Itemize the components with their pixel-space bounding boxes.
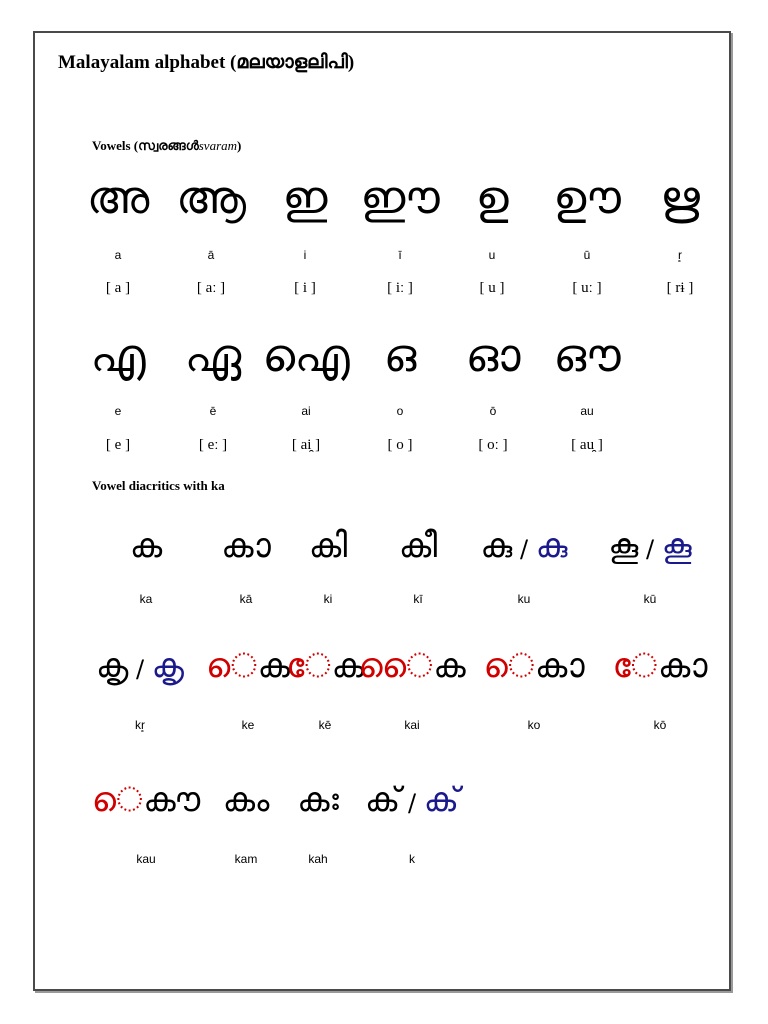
diacritic-romanization: ke — [241, 718, 255, 732]
vowel-ipa: [ e ] — [105, 437, 131, 453]
vowel-romanization: e — [114, 404, 122, 418]
diacritic-romanization: kr̥ — [135, 718, 145, 732]
diacritic-combination — [608, 526, 691, 569]
vowel-glyph: ഇ — [282, 170, 328, 224]
vowel-sign: െ — [483, 646, 535, 686]
diacritic-combination — [483, 646, 584, 686]
vowel-romanization: a — [114, 248, 122, 262]
vowel-glyph: ഔ — [553, 328, 621, 382]
alternate-form: കൂ — [661, 526, 692, 566]
consonant-ka: ക — [308, 526, 348, 566]
vowel-ipa: [ ai̯ ] — [291, 437, 321, 453]
diacritic-combination — [130, 526, 162, 566]
diacritic-romanization: kū — [643, 592, 657, 606]
diacritic-combination — [365, 780, 459, 823]
vowel-ipa: [ uː ] — [572, 280, 602, 296]
consonant-ka: ക — [534, 646, 585, 686]
separator-slash: / — [512, 535, 536, 563]
diacritic-romanization: kai — [404, 718, 420, 732]
vowel-romanization: i — [303, 248, 307, 262]
vowel-glyph: ഉ — [475, 170, 509, 224]
vowel-sign: േ — [286, 646, 332, 686]
diacritic-romanization: kī — [413, 592, 423, 606]
vowel-glyph: ഓ — [465, 328, 521, 382]
diacritic-romanization: k — [409, 852, 415, 866]
diacritic-combination — [612, 646, 707, 686]
consonant-ka: ക — [331, 646, 364, 686]
vowel-glyph: ഈ — [360, 170, 440, 224]
diacritic-romanization: ki — [323, 592, 333, 606]
vowel-glyph: അ — [86, 170, 150, 224]
diacritic-combination — [206, 646, 290, 686]
vowel-ipa: [ o ] — [387, 437, 413, 453]
vowel-ipa: [ aː ] — [196, 280, 226, 296]
diacritic-romanization: kā — [239, 592, 253, 606]
diacritic-romanization: ku — [517, 592, 531, 606]
vowel-glyph: ഐ — [262, 328, 350, 382]
vowel-ipa: [ au̯ ] — [571, 437, 603, 453]
consonant-ka: ക — [129, 526, 163, 566]
vowel-glyph: ഒ — [383, 328, 417, 382]
vowel-glyph: ഊ — [553, 170, 621, 224]
alternate-form: കൃ — [151, 646, 185, 686]
alternate-form: കു — [535, 526, 568, 566]
vowel-sign: േ — [612, 646, 658, 686]
diacritic-romanization: ka — [139, 592, 153, 606]
diacritic-combination — [297, 780, 339, 820]
consonant-ka: ക — [221, 526, 271, 566]
diacritic-combination — [221, 526, 271, 566]
consonant-ka: കൃ — [95, 646, 129, 686]
title-script: മലയാളലിപി — [236, 52, 348, 73]
vowel-sign: െ — [206, 646, 258, 686]
vowel-romanization: o — [396, 404, 404, 418]
vowel-ipa: [ eː ] — [198, 437, 228, 453]
diacritic-romanization: kam — [234, 852, 258, 866]
diacritic-combination — [399, 526, 437, 566]
vowel-ipa: [ i ] — [294, 280, 316, 296]
vowel-ipa: [ u ] — [479, 280, 505, 296]
diacritic-combination — [96, 646, 184, 689]
separator-slash: / — [638, 535, 662, 563]
vowels-heading: Vowels (സ്വരങ്ങൾsvaram) — [92, 138, 242, 153]
consonant-ka: ക — [433, 646, 466, 686]
vowel-romanization: ō — [489, 404, 497, 418]
vowel-romanization: ī — [398, 248, 402, 262]
diacritic-combination — [358, 646, 465, 686]
vowel-romanization: ū — [583, 248, 591, 262]
vowel-ipa: [ rɨ ] — [666, 280, 694, 296]
separator-slash: / — [128, 655, 152, 683]
diacritics-heading: Vowel diacritics with ka — [92, 478, 225, 493]
vowel-romanization: ai — [301, 404, 311, 418]
vowel-sign: ൈ — [358, 646, 434, 686]
separator-slash: / — [400, 789, 424, 817]
vowel-ipa: [ oː ] — [478, 437, 508, 453]
vowel-glyph: ഏ — [184, 328, 242, 382]
diacritic-combination — [223, 780, 270, 820]
diacritic-combination — [309, 526, 347, 566]
diacritic-combination — [92, 780, 201, 820]
diacritic-romanization: kē — [318, 718, 332, 732]
vowel-romanization: u — [488, 248, 496, 262]
vowel-romanization: ē — [209, 404, 217, 418]
alternate-form: ക് — [423, 780, 460, 820]
diacritic-romanization: kau — [136, 852, 156, 866]
diacritic-romanization: kō — [653, 718, 667, 732]
diacritic-romanization: kah — [308, 852, 328, 866]
consonant-ka: ക — [143, 780, 201, 820]
consonant-ka: ക — [297, 780, 339, 820]
vowel-ipa: [ a ] — [105, 280, 131, 296]
vowel-romanization: ā — [207, 248, 215, 262]
vowel-romanization: au — [580, 404, 594, 418]
vowel-romanization: r̥ — [678, 248, 682, 262]
consonant-ka: കു — [480, 526, 513, 566]
vowel-glyph: ഋ — [660, 170, 700, 224]
vowel-glyph: എ — [90, 328, 146, 382]
consonant-ka: കൂ — [608, 526, 639, 566]
diacritic-combination — [480, 526, 567, 569]
consonant-ka: ക — [657, 646, 708, 686]
vowel-sign: െ — [91, 780, 144, 820]
diacritic-combination — [286, 646, 364, 686]
vowel-ipa: [ iː ] — [387, 280, 413, 296]
consonant-ka: ക — [222, 780, 270, 820]
consonant-ka: ക — [398, 526, 438, 566]
vowel-glyph: ആ — [175, 170, 247, 224]
diacritic-romanization: ko — [527, 718, 541, 732]
page-title: Malayalam alphabet (മലയാളലിപി) — [58, 52, 355, 73]
consonant-ka: ക് — [364, 780, 401, 820]
consonant-ka: ക — [257, 646, 290, 686]
